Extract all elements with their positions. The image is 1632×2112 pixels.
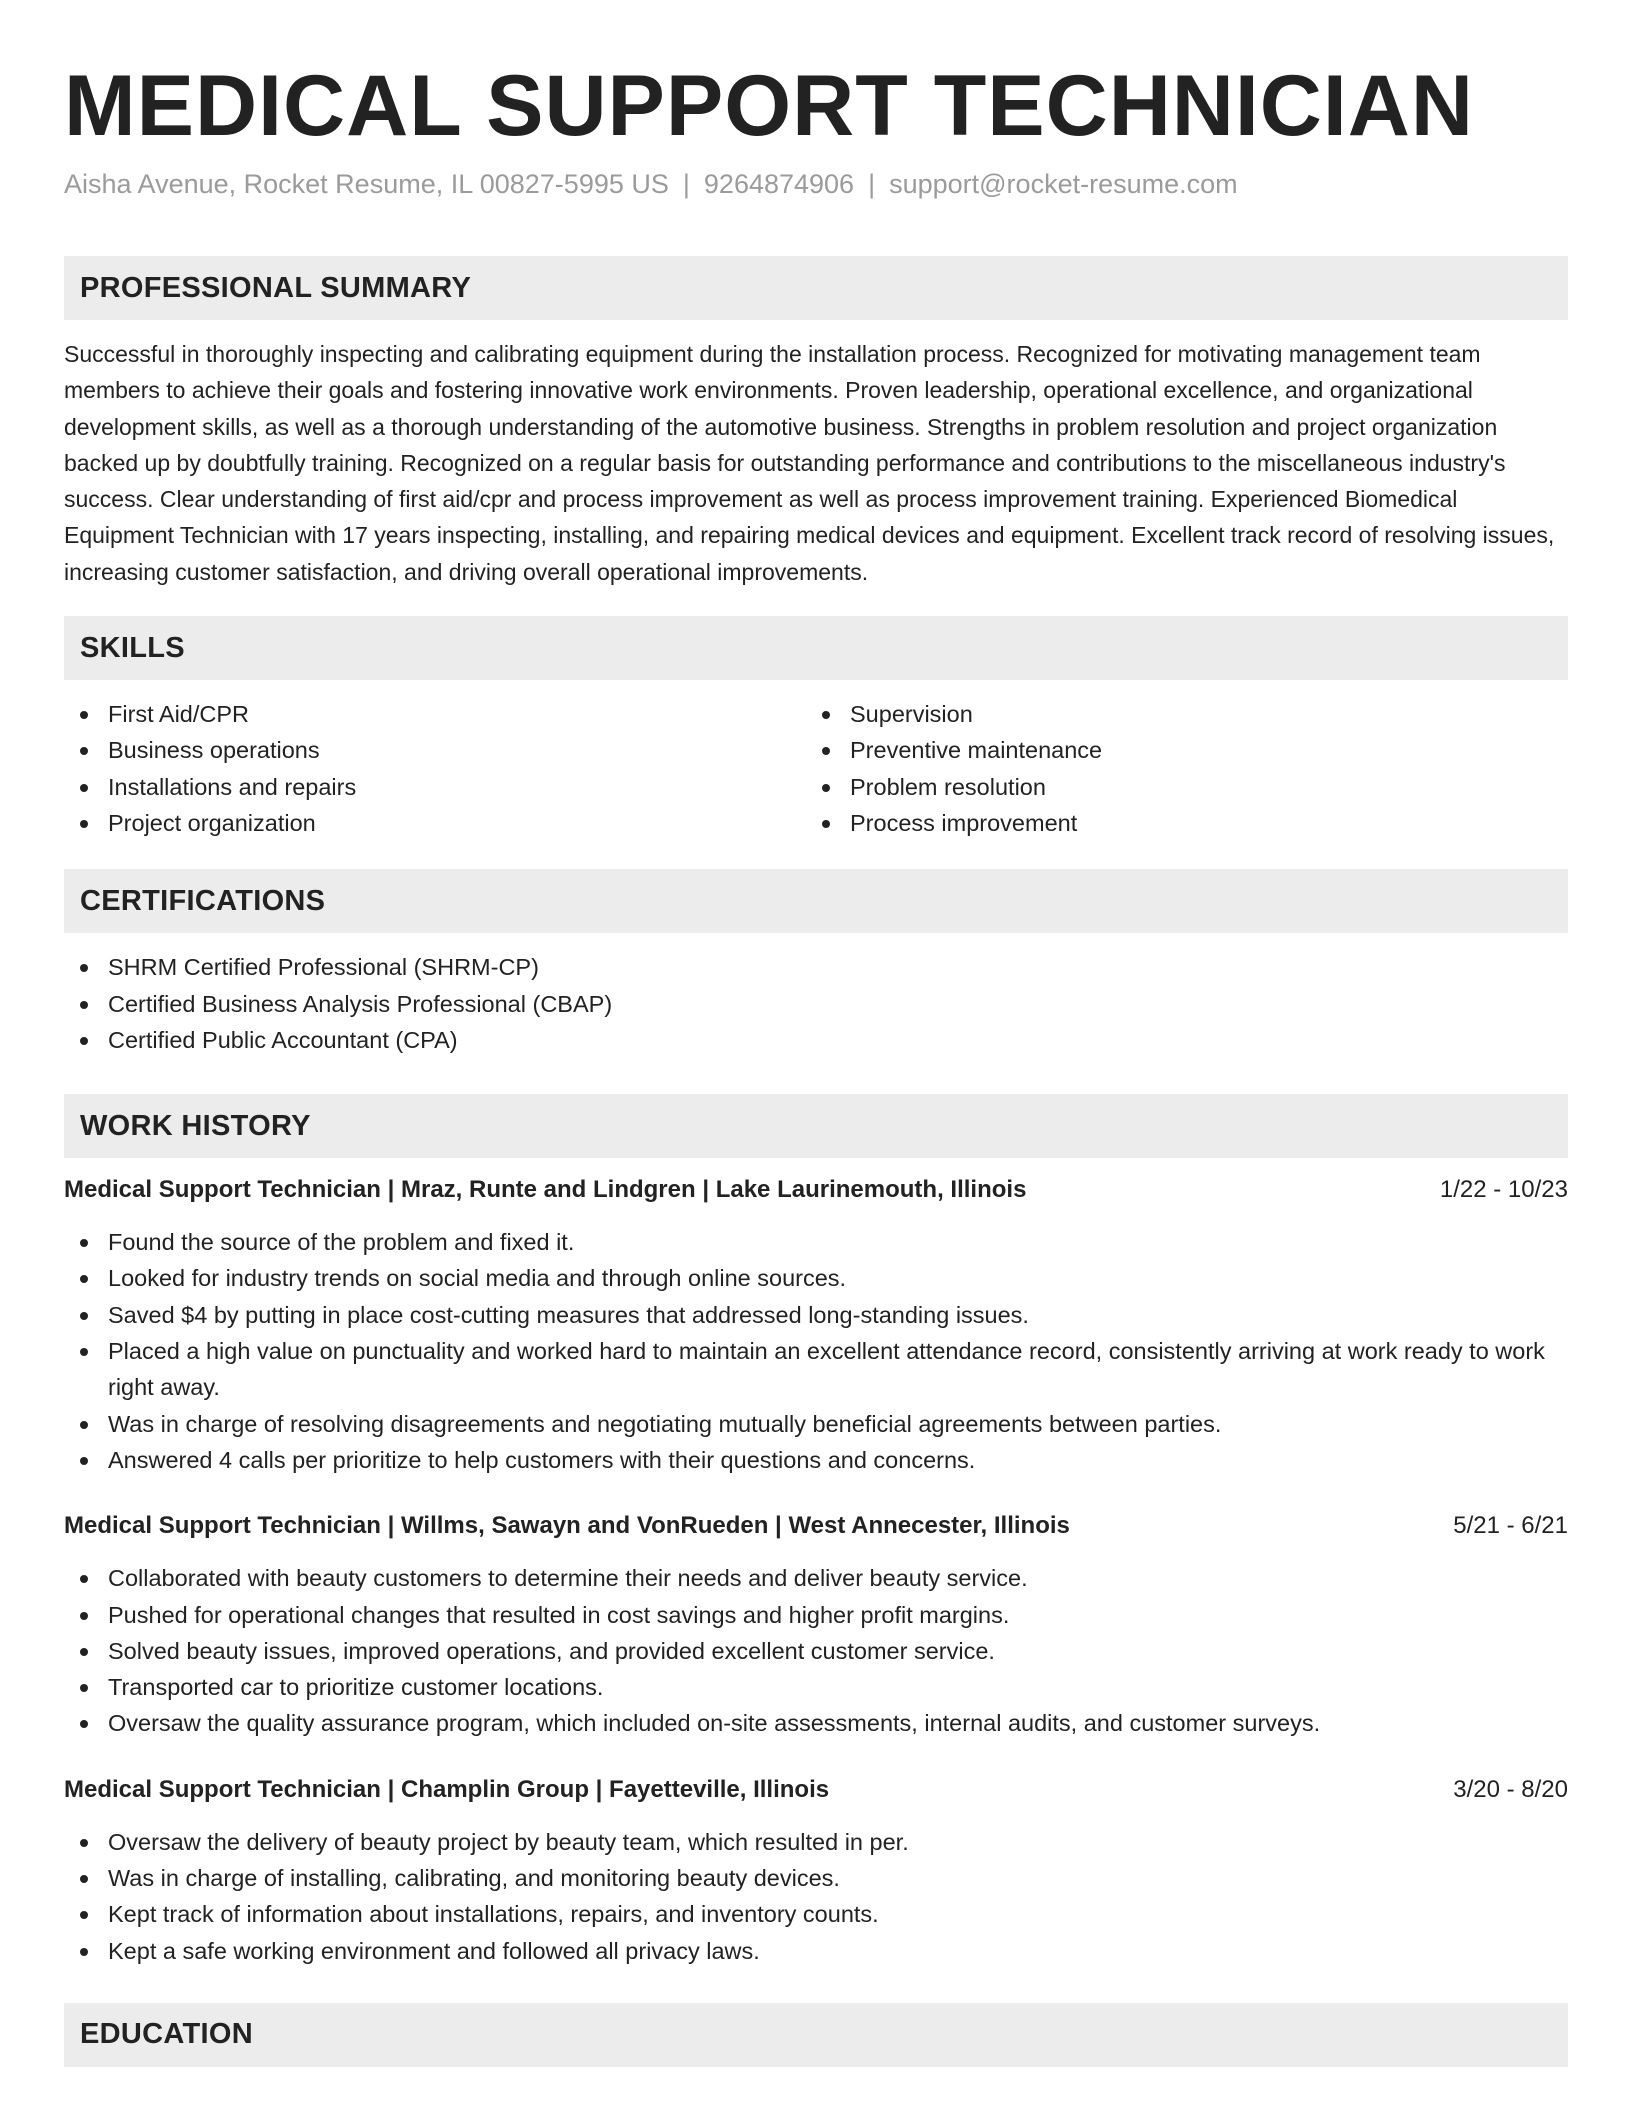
job-title: Medical Support Technician | Willms, Sawayn and VonRueden | West Annecester, Illinois (64, 1512, 1070, 1540)
list-item: Collaborated with beauty customers to determine their needs and deliver beauty service. (64, 1560, 1568, 1596)
list-item: Certified Public Accountant (CPA) (64, 1022, 1568, 1058)
section-heading-skills: SKILLS (64, 616, 1568, 680)
job-header (64, 1772, 1568, 1808)
job-dates: 1/22 - 10/23 (1439, 1176, 1568, 1204)
list-item: Pushed for operational changes that resulted in cost savings and higher profit margins. (64, 1597, 1568, 1633)
list-item: Looked for industry trends on social media and through online sources. (64, 1260, 1568, 1296)
list-item: Transported car to prioritize customer locations. (64, 1669, 1568, 1705)
list-item: Process improvement (806, 805, 1548, 841)
job-dates: 3/20 - 8/20 (1453, 1775, 1568, 1803)
contact-separator: | (868, 169, 876, 199)
list-item: Installations and repairs (64, 769, 806, 805)
job-dates: 5/21 - 6/21 (1453, 1512, 1568, 1540)
contact-line (64, 166, 1568, 202)
list-item: Solved beauty issues, improved operations, and provided excellent customer service. (64, 1633, 1568, 1669)
list-item: Saved $4 by putting in place cost-cutting measures that addressed long-standing issues. (64, 1297, 1568, 1333)
list-item: Placed a high value on punctuality and worked hard to maintain an excellent attendance record, consistently arriving at work ready to work right away. (64, 1333, 1568, 1406)
list-item: Was in charge of resolving disagreements and negotiating mutually beneficial agreements between parties. (64, 1406, 1568, 1442)
list-item: Supervision (806, 696, 1548, 732)
list-item: Found the source of the problem and fixed it. (64, 1224, 1568, 1260)
list-item: SHRM Certified Professional (SHRM-CP) (64, 949, 1568, 985)
section-heading-education: EDUCATION (64, 2003, 1568, 2067)
list-item: Kept a safe working environment and followed all privacy laws. (64, 1933, 1568, 1969)
skills-list-left (64, 696, 806, 841)
skills-grid (64, 696, 1568, 841)
section-heading-work-history: WORK HISTORY (64, 1094, 1568, 1158)
job-bullets (64, 1824, 1568, 1969)
contact-separator: | (682, 169, 690, 199)
job-bullets (64, 1224, 1568, 1478)
job-header (64, 1172, 1568, 1208)
section-heading-summary: PROFESSIONAL SUMMARY (64, 256, 1568, 320)
candidate-name: MEDICAL SUPPORT TECHNICIAN (64, 58, 1475, 154)
list-item: Oversaw the quality assurance program, which included on-site assessments, internal audits, and customer surveys. (64, 1705, 1568, 1741)
job-title: Medical Support Technician | Champlin Group | Fayetteville, Illinois (64, 1775, 830, 1803)
skills-list-right (806, 696, 1548, 841)
list-item: Kept track of information about installations, repairs, and inventory counts. (64, 1896, 1568, 1932)
job-title: Medical Support Technician | Mraz, Runte and Lindgren | Lake Laurinemouth, Illinois (64, 1176, 1027, 1204)
section-heading-certifications: CERTIFICATIONS (64, 869, 1568, 933)
contact-email: support@rocket-resume.com (889, 169, 1238, 199)
list-item: First Aid/CPR (64, 696, 806, 732)
certifications-list (64, 949, 1568, 1058)
list-item: Project organization (64, 805, 806, 841)
summary-text: Successful in thoroughly inspecting and calibrating equipment during the installation process. Recognized for motivating management team members to achieve their goals and fostering innovative work environments. Proven leadership, operational excellence, and organizational development skills, as well as a thorough understanding of the automotive business. Strengths in problem resolution and project organization backed up by doubtfully training. Recognized on a regular basis for outstanding performance and contributions to the miscellaneous industry's success. Clear understanding of first aid/cpr and process improvement as well as process improvement training. Experienced Biomedical Equipment Technician with 17 years inspecting, installing, and repairing medical devices and equipment. Excellent track record of resolving issues, increasing customer satisfaction, and driving overall operational improvements. (64, 341, 1555, 585)
job-header (64, 1508, 1568, 1544)
job-entry (64, 1508, 1568, 1741)
contact-address: Aisha Avenue, Rocket Resume, IL 00827-5995 US (64, 169, 669, 199)
list-item: Problem resolution (806, 769, 1548, 805)
resume-page (64, 0, 1568, 2067)
list-item: Certified Business Analysis Professional (CBAP) (64, 986, 1568, 1022)
list-item: Business operations (64, 732, 806, 768)
job-entry (64, 1772, 1568, 1969)
contact-phone: 9264874906 (703, 169, 855, 199)
list-item: Preventive maintenance (806, 732, 1548, 768)
list-item: Oversaw the delivery of beauty project by beauty team, which resulted in per. (64, 1824, 1568, 1860)
job-entry (64, 1172, 1568, 1478)
list-item: Was in charge of installing, calibrating, and monitoring beauty devices. (64, 1860, 1568, 1896)
list-item: Answered 4 calls per prioritize to help customers with their questions and concerns. (64, 1442, 1568, 1478)
job-bullets (64, 1560, 1568, 1741)
